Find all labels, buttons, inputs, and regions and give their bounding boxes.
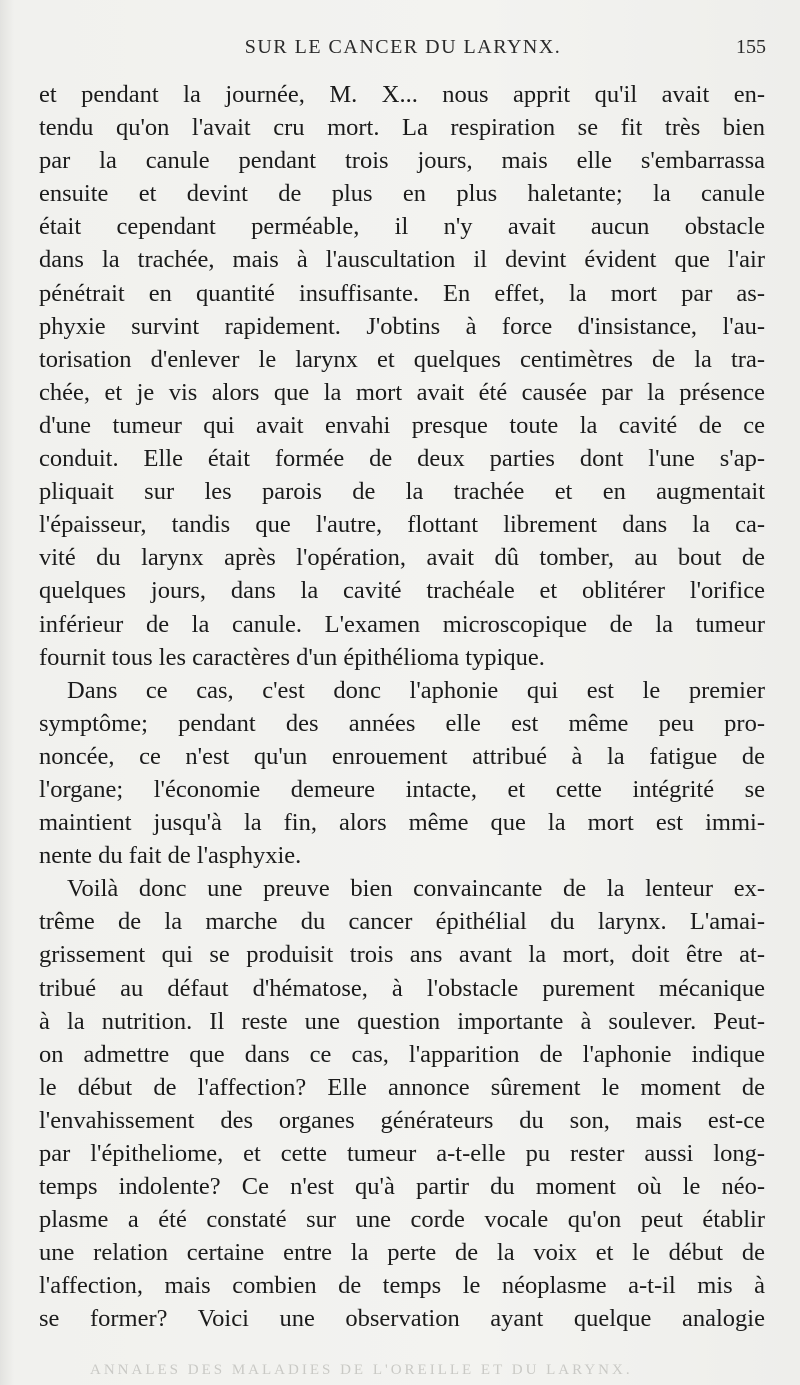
text-line: l'envahissement des organes générateurs du son, mais est-ce — [39, 1106, 765, 1134]
text-line: trême de la marche du cancer épithélial du larynx. L'amai- — [39, 908, 765, 936]
text-line: vité du larynx après l'opération, avait dû tomber, au bout de — [39, 544, 765, 572]
text-line: l'épaisseur, tandis que l'autre, flottant librement dans la ca- — [39, 511, 765, 539]
bleed-through-footer: ANNALES DES MALADIES DE L'OREILLE ET DU LARYNX. — [90, 1362, 633, 1378]
text-line: inférieur de la canule. L'examen microscopique de la tumeur — [39, 610, 765, 638]
text-line: Dans ce cas, c'est donc l'aphonie qui est le premier — [67, 676, 765, 704]
text-line: tendu qu'on l'avait cru mort. La respiration se fit très bien — [39, 114, 765, 142]
page-number: 155 — [736, 36, 766, 58]
text-line: fournit tous les caractères d'un épithélioma typique. — [39, 643, 545, 671]
text-line: maintient jusqu'à la fin, alors même que la mort est immi- — [39, 809, 765, 837]
text-line: plasme a été constaté sur une corde vocale qu'on peut établir — [39, 1206, 765, 1234]
text-line: à la nutrition. Il reste une question importante à soulever. Peut- — [39, 1007, 765, 1035]
text-line: l'affection, mais combien de temps le néoplasme a-t-il mis à — [39, 1272, 765, 1300]
text-line: quelques jours, dans la cavité trachéale et oblitérer l'orifice — [39, 577, 765, 605]
text-line: par l'épitheliome, et cette tumeur a-t-elle pu rester aussi long- — [39, 1140, 765, 1167]
text-line: pénétrait en quantité insuffisante. En effet, la mort par as- — [39, 279, 765, 307]
text-line: d'une tumeur qui avait envahi presque toute la cavité de ce — [39, 411, 765, 439]
running-title: SUR LE CANCER DU LARYNX. — [244, 36, 562, 58]
text-line: temps indolente? Ce n'est qu'à partir du moment où le néo- — [39, 1173, 765, 1201]
text-line: conduit. Elle était formée de deux parties dont l'une s'ap- — [39, 445, 765, 473]
text-line: noncée, ce n'est qu'un enrouement attribué à la fatigue de — [39, 742, 765, 770]
text-line: le début de l'affection? Elle annonce sûrement le moment de — [39, 1073, 765, 1101]
text-line: tribué au défaut d'hématose, à l'obstacle purement mécanique — [39, 974, 765, 1002]
text-line: ensuite et devint de plus en plus haletante; la canule — [39, 180, 765, 208]
text-line: et pendant la journée, M. X... nous apprit qu'il avait en- — [39, 81, 765, 108]
text-line: nente du fait de l'asphyxie. — [39, 842, 302, 870]
text-line: symptôme; pendant des années elle est même peu pro- — [39, 709, 765, 737]
text-line: par la canule pendant trois jours, mais elle s'embarrassa — [39, 147, 765, 175]
text-line: pliquait sur les parois de la trachée et en augmentait — [39, 478, 765, 506]
text-line: dans la trachée, mais à l'auscultation il devint évident que l'air — [39, 246, 765, 274]
page-header — [40, 36, 766, 70]
text-line: phyxie survint rapidement. J'obtins à force d'insistance, l'au- — [39, 312, 765, 340]
text-line: était cependant perméable, il n'y avait aucun obstacle — [39, 213, 765, 241]
text-line: grissement qui se produisit trois ans avant la mort, doit être at- — [39, 941, 765, 969]
text-line: torisation d'enlever le larynx et quelques centimètres de la tra- — [39, 345, 765, 373]
text-line: chée, et je vis alors que la mort avait été causée par la présence — [39, 378, 765, 406]
text-line: Voilà donc une preuve bien convaincante de la lenteur ex- — [67, 875, 765, 903]
text-line: se former? Voici une observation ayant quelque analogie — [39, 1305, 765, 1333]
text-line: une relation certaine entre la perte de la voix et le début de — [39, 1239, 765, 1267]
text-line: l'organe; l'économie demeure intacte, et cette intégrité se — [39, 775, 765, 803]
text-line: on admettre que dans ce cas, l'apparition de l'aphonie indique — [39, 1040, 765, 1068]
body-text — [39, 78, 765, 1336]
